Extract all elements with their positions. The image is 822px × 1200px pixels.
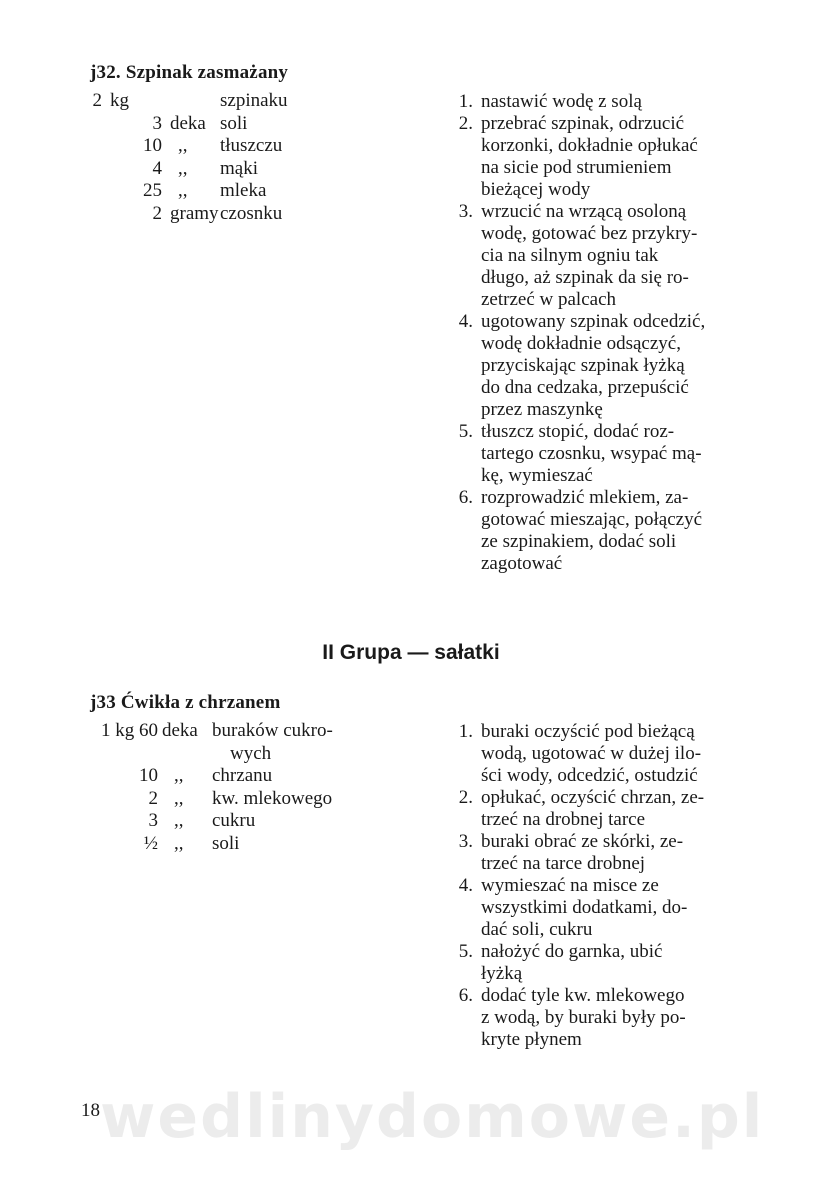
step-text-line: zetrzeć w palcach [481, 289, 617, 310]
instruction-step [447, 113, 757, 201]
step-text-line: z wodą, by buraki były po- [481, 1007, 686, 1028]
page-number: 18 [81, 1100, 100, 1121]
ingredient-name: soli [220, 112, 248, 134]
step-text-line: przebrać szpinak, odrzucić [481, 113, 685, 134]
ingredient-name: kw. mlekowego [212, 787, 333, 809]
ingredient-name: mąki [220, 157, 258, 179]
step-text-line: ugotowany szpinak odcedzić, [481, 311, 706, 332]
ingredient-quantity: 3 [152, 112, 162, 134]
ingredient-unit: ,, [178, 180, 188, 201]
ingredient-quantity: 4 [152, 157, 162, 179]
recipe-title: j33 Ćwikła z chrzanem [90, 692, 281, 713]
step-text-line: wrzucić na wrzącą osoloną [481, 201, 687, 222]
instruction-step [447, 201, 757, 311]
step-text-line: kryte płynem [481, 1029, 582, 1050]
ingredient-unit: kg [110, 90, 129, 111]
step-text-line: wymieszać na misce ze [481, 875, 659, 896]
step-text-line: wodą, ugotować w dużej ilo- [481, 743, 702, 764]
step-number: 3. [458, 831, 473, 852]
ingredient-name: szpinaku [220, 90, 288, 111]
ingredient-name: cukru [212, 810, 256, 831]
ingredient-name: buraków cukro- [212, 720, 333, 741]
step-number: 5. [458, 421, 473, 442]
ingredient-quantity: 10 [143, 135, 162, 156]
step-text-line: wszystkimi dodatkami, do- [481, 897, 688, 918]
step-number: 5. [458, 941, 473, 962]
ingredient-name: mleka [220, 180, 267, 201]
step-text-line: do dna cedzaka, przepuścić [481, 377, 689, 398]
ingredient-quantity: 2 [152, 202, 162, 224]
ingredient-list [90, 720, 390, 860]
step-text-line: długo, aż szpinak da się ro- [481, 267, 689, 288]
step-text-line: łyżką [481, 963, 523, 984]
step-text-line: przyciskając szpinak łyżką [481, 355, 685, 376]
instruction-step [447, 91, 757, 113]
step-text-line: dać soli, cukru [481, 919, 593, 940]
ingredient-quantity: 2 [92, 90, 102, 111]
ingredient-unit: ,, [174, 787, 184, 809]
step-number: 2. [458, 113, 473, 134]
step-number: 4. [458, 875, 473, 896]
step-number: 1. [458, 721, 473, 742]
instruction-list [447, 721, 757, 1051]
step-text-line: nałożyć do garnka, ubić [481, 941, 663, 962]
section-heading: II Grupa — sałatki [322, 641, 500, 664]
instruction-list [447, 91, 757, 575]
ingredient-quantity: 10 [139, 765, 158, 786]
step-number: 6. [458, 487, 473, 508]
instruction-step [447, 487, 757, 575]
ingredient-quantity: 25 [143, 180, 162, 201]
ingredient-unit: ,, [174, 765, 184, 786]
instruction-step [447, 421, 757, 487]
step-text-line: przez maszynkę [481, 399, 603, 420]
ingredient-name: chrzanu [212, 765, 273, 786]
instruction-step [447, 311, 757, 421]
ingredient-list [90, 90, 350, 230]
step-text-line: na sicie pod strumieniem [481, 157, 672, 178]
step-number: 1. [458, 91, 473, 112]
ingredient-name: soli [212, 832, 240, 854]
ingredient-name: czosnku [220, 202, 283, 224]
instruction-step [447, 787, 757, 831]
step-text-line: wodę, gotować bez przykry- [481, 223, 698, 244]
instruction-step [447, 941, 757, 985]
watermark: wedlinydomowe.pl [100, 1082, 765, 1152]
step-text-line: buraki oczyścić pod bieżącą [481, 721, 695, 742]
ingredient-quantity: 3 [148, 810, 158, 831]
instruction-step [447, 721, 757, 787]
step-number: 6. [458, 985, 473, 1006]
ingredient-quantity: ½ [143, 832, 158, 854]
ingredient-quantity: 1 kg 60 [101, 720, 158, 741]
ingredient-name-continuation: wych [230, 742, 272, 764]
step-text-line: gotować mieszając, połączyć [481, 509, 703, 530]
ingredient-unit: ,, [174, 810, 184, 831]
ingredient-quantity: 2 [148, 787, 158, 809]
step-number: 2. [458, 787, 473, 808]
step-text-line: cia na silnym ogniu tak [481, 245, 659, 266]
step-text-line: trzeć na tarce drobnej [481, 853, 646, 874]
step-text-line: ze szpinakiem, dodać soli [481, 531, 677, 552]
ingredient-name: tłuszczu [220, 135, 283, 156]
step-text-line: buraki obrać ze skórki, ze- [481, 831, 684, 852]
step-text-line: bieżącej wody [481, 179, 591, 200]
step-text-line: dodać tyle kw. mlekowego [481, 985, 685, 1006]
step-text-line: tartego czosnku, wsypać mą- [481, 443, 702, 464]
step-text-line: zagotować [481, 553, 563, 574]
step-text-line: rozprowadzić mlekiem, za- [481, 487, 689, 508]
instruction-step [447, 985, 757, 1051]
instruction-step [447, 875, 757, 941]
step-text-line: wodę dokładnie odsączyć, [481, 333, 681, 354]
step-text-line: ści wody, odcedzić, ostudzić [481, 765, 698, 786]
step-text-line: tłuszcz stopić, dodać roz- [481, 421, 675, 442]
step-text-line: nastawić wodę z solą [481, 91, 642, 112]
ingredient-unit: ,, [178, 157, 188, 179]
ingredient-unit: deka [162, 720, 198, 741]
ingredient-unit: deka [170, 112, 206, 134]
step-text-line: korzonki, dokładnie opłukać [481, 135, 698, 156]
step-number: 4. [458, 311, 473, 332]
ingredient-unit: ,, [174, 832, 184, 854]
ingredient-unit: gramy [170, 202, 219, 224]
step-text-line: kę, wymieszać [481, 465, 593, 486]
instruction-step [447, 831, 757, 875]
step-text-line: opłukać, oczyścić chrzan, ze- [481, 787, 705, 808]
step-number: 3. [458, 201, 473, 222]
recipe-title: j32. Szpinak zasmażany [90, 62, 289, 83]
ingredient-unit: ,, [178, 135, 188, 156]
step-text-line: trzeć na drobnej tarce [481, 809, 646, 830]
